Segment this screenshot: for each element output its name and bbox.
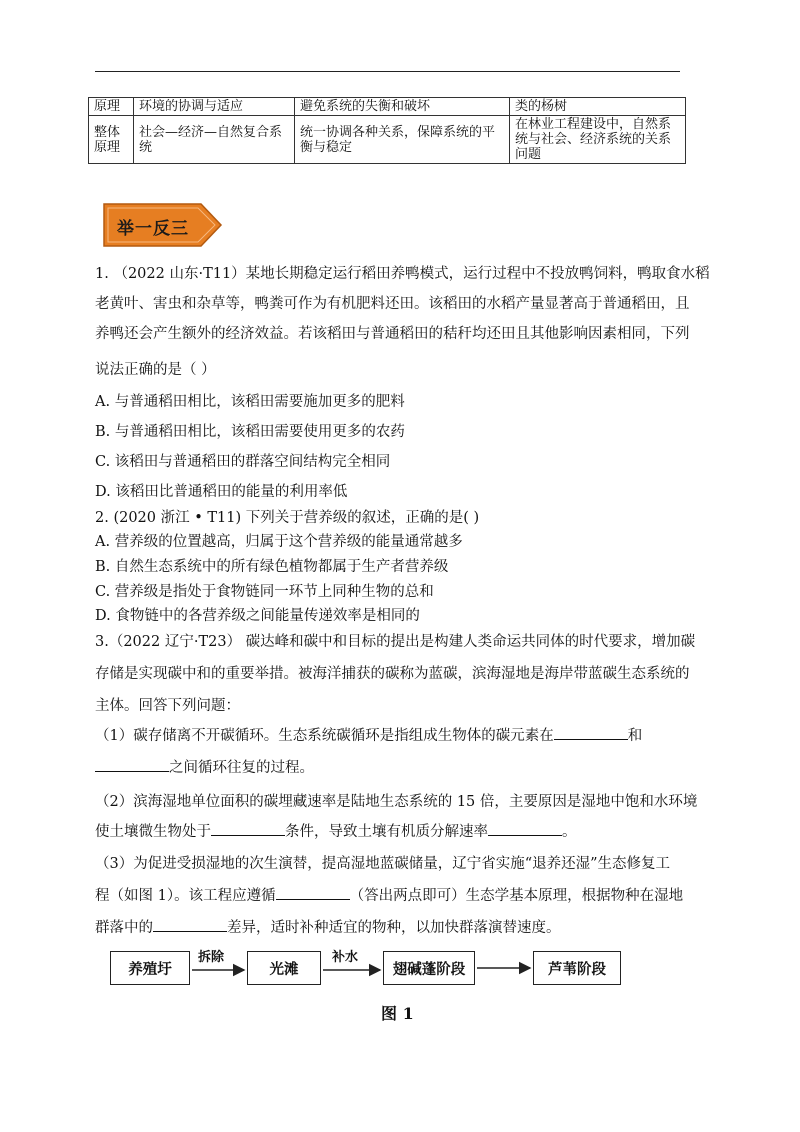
banner-label: 举一反三 [117, 219, 189, 239]
q3-part2-text: 使土壤微生物处于 [95, 824, 211, 840]
answer-blank[interactable] [153, 917, 227, 932]
figure-caption: 图 1 [381, 1004, 414, 1023]
table-cell: 原理 [89, 98, 134, 116]
q2-option-a: A. 营养级的位置越高，归属于这个营养级的能量通常越多 [95, 534, 463, 550]
answer-blank[interactable] [211, 821, 285, 836]
answer-blank[interactable] [488, 821, 562, 836]
q3-part2-cont [95, 820, 577, 841]
q1-line: 老黄叶、害虫和杂草等，鸭粪可作为有机肥料还田。该稻田的水稻产量显著高于普通稻田，且 [95, 296, 690, 312]
q1-option-d: D. 该稻田比普通稻田的能量的利用率低 [95, 484, 348, 500]
q1-option-a: A. 与普通稻田相比，该稻田需要施加更多的肥料 [95, 394, 405, 410]
q3-part1-cont [95, 756, 314, 777]
q3-line: 3.（2022 辽宁·T23） 碳达峰和碳中和目标的提出是构建人类命运共同体的时代要求，增加碳 [95, 634, 696, 650]
q3-line: 存储是实现碳中和的重要举措。被海洋捕获的碳称为蓝碳，滨海湿地是海岸带蓝碳生态系统的 [95, 666, 690, 682]
table-cell: 类的杨树 [510, 98, 686, 116]
q3-line: 主体。回答下列问题： [95, 698, 240, 714]
section-banner [103, 202, 223, 248]
header-rule [95, 71, 680, 72]
q3-part3-cont [95, 916, 561, 937]
table-cell: 社会—经济—自然复合系统 [134, 116, 295, 164]
q3-part2-text: 。 [562, 824, 577, 840]
principles-table [88, 97, 686, 164]
q2-stem: 2. (2020 浙江 • T11) 下列关于营养级的叙述，正确的是( ) [95, 510, 480, 526]
answer-blank[interactable] [276, 885, 350, 900]
answer-blank[interactable] [554, 725, 628, 740]
table-cell: 统一协调各种关系，保障系统的平衡与稳定 [295, 116, 510, 164]
q3-part1-text: （1）碳存储离不开碳循环。生态系统碳循环是指组成生物体的碳元素在 [95, 728, 554, 744]
arrow-label-add-water: 补水 [332, 950, 359, 965]
q3-part3-text: 群落中的 [95, 920, 153, 936]
q2-option-b: B. 自然生态系统中的所有绿色植物都属于生产者营养级 [95, 559, 449, 575]
q2-option-c: C. 营养级是指处于食物链同一环节上同种生物的总和 [95, 584, 434, 600]
table-cell: 避免系统的失衡和破坏 [295, 98, 510, 116]
flow-arrows [110, 951, 630, 991]
q2-option-d: D. 食物链中的各营养级之间能量传递效率是相同的 [95, 608, 420, 624]
flow-box-reed-stage: 芦苇阶段 [533, 951, 621, 985]
q3-part1-text: 之间循环往复的过程。 [169, 760, 314, 776]
q3-part2: （2）滨海湿地单位面积的碳埋藏速率是陆地生态系统的 15 倍，主要原因是湿地中饱和水环境 [95, 794, 698, 810]
table-cell: 在林业工程建设中，自然系统与社会、经济系统的关系问题 [510, 116, 686, 164]
q1-option-b: B. 与普通稻田相比，该稻田需要使用更多的农药 [95, 424, 405, 440]
q1-line: 说法正确的是（ ） [95, 362, 216, 378]
q3-part2-text: 条件，导致土壤有机质分解速率 [285, 824, 488, 840]
table-cell: 环境的协调与适应 [134, 98, 295, 116]
table-row [89, 98, 686, 116]
succession-flow-diagram [110, 951, 630, 991]
q3-part1-text: 和 [627, 728, 643, 744]
flow-box-mudflat: 光滩 [247, 951, 321, 985]
q3-part3-text: 程（如图 1）。该工程应遵循 [95, 888, 276, 904]
table-cell: 整体原理 [89, 116, 134, 164]
answer-blank[interactable] [95, 757, 169, 772]
flow-box-suaeda-stage: 翅碱蓬阶段 [383, 951, 475, 985]
arrow-label-remove: 拆除 [198, 950, 225, 965]
q1-line: 1. （2022 山东·T11）某地长期稳定运行稻田养鸭模式，运行过程中不投放鸭饲料，鸭取食水稻 [95, 266, 710, 282]
q3-part1 [95, 724, 642, 745]
q3-part3-text: 差异，适时补种适宜的物种，以加快群落演替速度。 [227, 920, 561, 936]
q3-part3-cont [95, 884, 683, 905]
q3-part3-text: （答出两点即可）生态学基本原理，根据物种在湿地 [349, 888, 684, 904]
q1-option-c: C. 该稻田与普通稻田的群落空间结构完全相同 [95, 454, 391, 470]
flow-box-aquaculture-pond: 养殖圩 [110, 951, 190, 985]
q1-line: 养鸭还会产生额外的经济效益。若该稻田与普通稻田的秸秆均还田且其他影响因素相同，下列 [95, 326, 690, 342]
table-row [89, 116, 686, 164]
q3-part3: （3）为促进受损湿地的次生演替，提高湿地蓝碳储量，辽宁省实施“退养还湿”生态修复工 [95, 856, 671, 872]
